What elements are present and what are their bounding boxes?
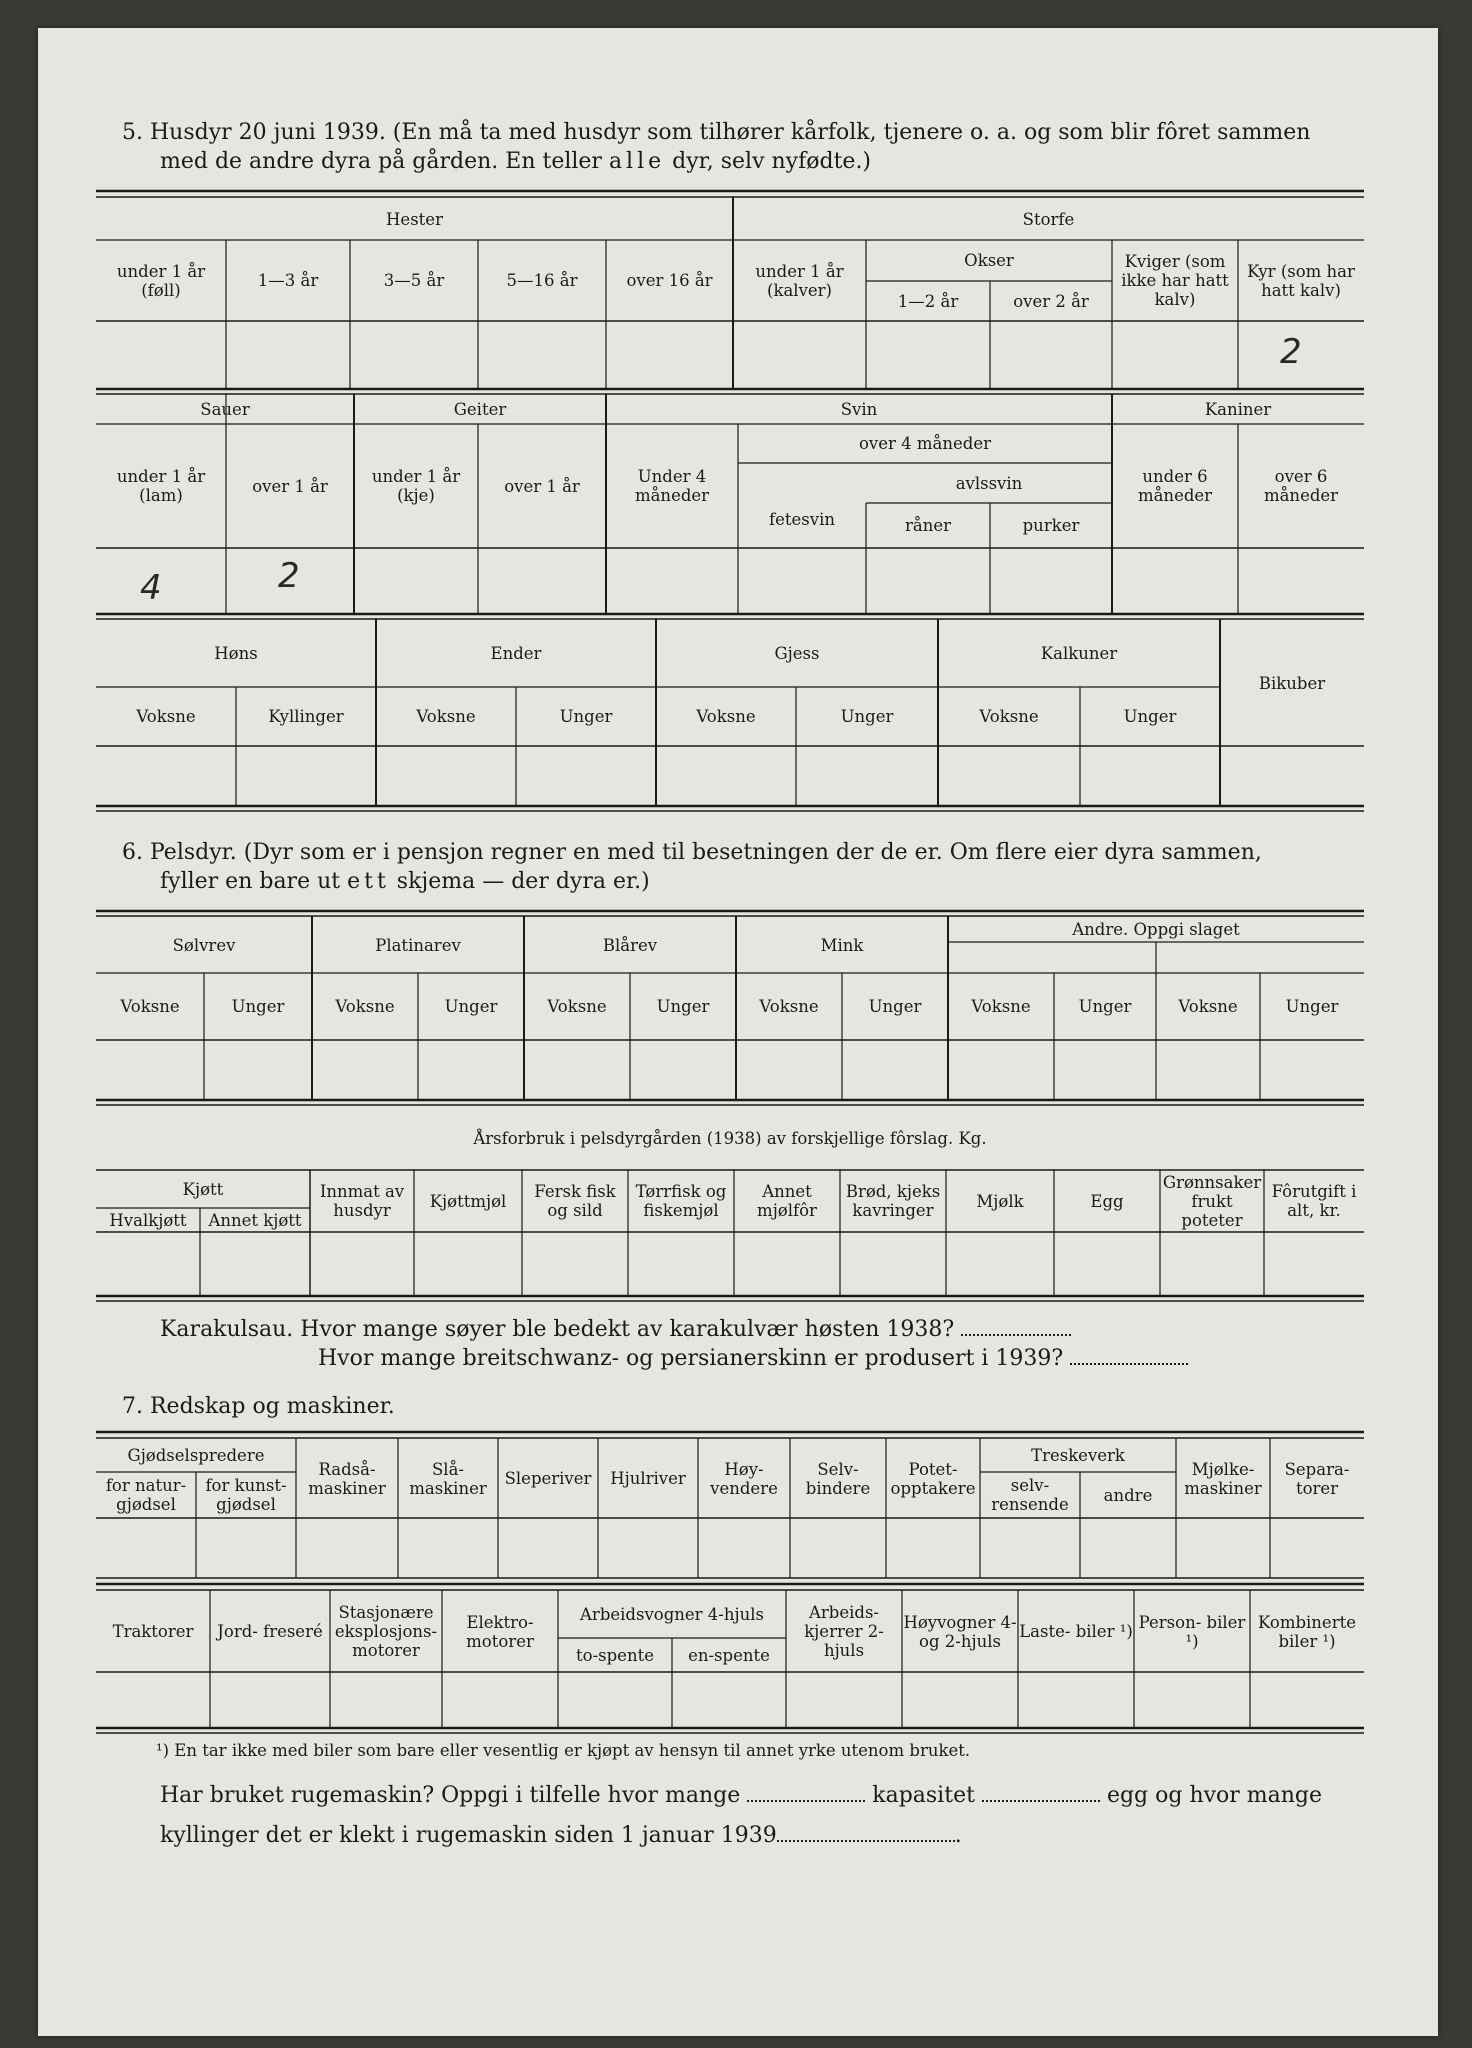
col-stasjonaere-motorer: Stasjonære eksplosjons- motorer <box>334 1603 438 1660</box>
section-6-title-line1: 6. Pelsdyr. (Dyr som er i pensjon regner en med til besetningen der de er. Om flere eier dyra sammen, <box>122 840 1262 865</box>
header-platinarev: Platinarev <box>375 935 461 955</box>
value-kyr[interactable]: 2 <box>1280 332 1302 372</box>
col-geiter-kje: under 1 år (kje) <box>371 467 461 505</box>
col-svin-fetesvin: fetesvin <box>769 510 835 529</box>
col-okser-1-2: 1—2 år <box>897 291 959 311</box>
col-fersk-fisk: Fersk fisk og sild <box>534 1182 616 1220</box>
karakul-q2-field[interactable] <box>1070 1349 1188 1365</box>
header-arbeidsvogner: Arbeidsvogner 4-hjuls <box>580 1605 764 1624</box>
header-ender: Ender <box>490 644 542 663</box>
col-personbiler: Person- biler ¹) <box>1138 1612 1246 1651</box>
header-kaniner: Kaniner <box>1204 400 1272 419</box>
col-separatorer: Separa- torer <box>1284 1459 1350 1498</box>
karakul-q2-line: Hvor mange breitschwanz- og persianerskinn er produsert i 1939? <box>160 1344 1360 1373</box>
karakul-q1-line: Karakulsau. Hvor mange søyer ble bedekt av karakulvær høsten 1938? <box>160 1315 1360 1344</box>
col-svin-purker: purker <box>1022 516 1080 535</box>
col-kaniner-under-6: under 6 måneder <box>1137 467 1213 505</box>
col-kalkuner-voksne: Voksne <box>979 707 1039 726</box>
header-avlssvin: avlssvin <box>955 473 1023 493</box>
header-sauer: Sauer <box>200 400 250 419</box>
col-hester-over-16: over 16 år <box>626 271 713 290</box>
section-6-title-line2: fyller en bare ut ett skjema — der dyra er.) <box>160 869 650 894</box>
header-andre: Andre. Oppgi slaget <box>1072 920 1240 939</box>
col-kviger: Kviger (som ikke har hatt kalv) <box>1121 252 1229 309</box>
col-bikuber: Bikuber <box>1258 673 1326 693</box>
col-andre1-unger: Unger <box>1078 997 1132 1016</box>
col-blarev-unger: Unger <box>656 997 710 1016</box>
header-geiter: Geiter <box>453 400 507 419</box>
col-sleperiver: Sleperiver <box>504 1469 592 1488</box>
header-gjodselspredere: Gjødselspredere <box>127 1446 265 1465</box>
col-annet-mjolfor: Annet mjølfôr <box>757 1182 817 1220</box>
col-andre2-unger: Unger <box>1285 997 1339 1016</box>
col-hons-voksne: Voksne <box>136 707 196 726</box>
header-svin-over-4: over 4 måneder <box>859 434 991 453</box>
section-5-title <box>122 118 1372 176</box>
rugemaskin-block <box>160 1776 1370 1856</box>
header-mink: Mink <box>820 935 864 955</box>
forbruk-title: Årsforbruk i pelsdyrgården (1938) av forskjellige fôrslag. Kg. <box>473 1128 987 1148</box>
col-hester-5-16: 5—16 år <box>506 271 578 290</box>
col-storfe-kalver: under 1 år (kalver) <box>755 261 844 300</box>
col-hvalkjott: Hvalkjøtt <box>109 1210 187 1230</box>
col-hoyvendere: Høy- vendere <box>710 1459 778 1498</box>
col-andre2-voksne: Voksne <box>1178 997 1238 1016</box>
col-hoyvogner: Høyvogner 4- og 2-hjuls <box>903 1612 1017 1651</box>
header-treskeverk: Treskeverk <box>1031 1446 1125 1465</box>
header-hons: Høns <box>214 644 258 663</box>
header-hester: Hester <box>386 209 443 229</box>
value-sauer-lam[interactable]: 4 <box>140 568 162 608</box>
footnote: ¹) En tar ikke med biler som bare eller vesentlig er kjøpt av hensyn til annet yrke utenom bruket. <box>156 1741 971 1760</box>
col-annet-kjott: Annet kjøtt <box>208 1210 302 1230</box>
col-kaniner-over-6: over 6 måneder <box>1263 467 1339 505</box>
header-okser: Okser <box>964 251 1014 270</box>
col-gjess-unger: Unger <box>840 707 894 726</box>
section-5-title-line2: med de andre dyra på gården. En teller alle dyr, selv nyfødte.) <box>160 149 872 174</box>
col-innmat: Innmat av husdyr <box>319 1182 405 1220</box>
col-kjottmjol: Kjøttmjøl <box>429 1191 507 1211</box>
col-blarev-voksne: Voksne <box>547 997 607 1016</box>
col-kyr: Kyr (som har hatt kalv) <box>1247 261 1355 300</box>
col-kunstgjodsel: for kunst- gjødsel <box>205 1476 287 1514</box>
col-enspente: en-spente <box>688 1645 770 1665</box>
col-selvrensende: selv- rensende <box>991 1476 1069 1514</box>
col-mjolk: Mjølk <box>976 1191 1024 1211</box>
col-potetopptakere: Potet- opptakere <box>890 1459 976 1498</box>
col-lastebiler: Laste- biler ¹) <box>1019 1622 1133 1641</box>
col-treskeverk-andre: andre <box>1103 1485 1153 1505</box>
col-naturgjodsel: for natur- gjødsel <box>105 1476 187 1514</box>
col-mink-voksne: Voksne <box>759 997 819 1016</box>
col-radsamaskiner: Radså- maskiner <box>308 1459 386 1498</box>
col-solvrev-unger: Unger <box>231 997 285 1016</box>
header-solvrev: Sølvrev <box>172 935 236 955</box>
section-5-title-line1: 5. Husdyr 20 juni 1939. (En må ta med husdyr som tilhører kårfolk, tjenere o. a. og som blir fôret sammen <box>122 120 1311 145</box>
rugemaskin-line1: Har bruket rugemaskin? Oppgi i tilfelle hvor mange kapasitet egg og hvor mange <box>160 1783 1323 1808</box>
rugemaskin-antall-field[interactable] <box>747 1786 865 1802</box>
col-hons-kyllinger: Kyllinger <box>268 707 344 726</box>
col-gjess-voksne: Voksne <box>696 707 756 726</box>
header-svin: Svin <box>840 400 878 419</box>
col-hjulriver: Hjulriver <box>610 1469 686 1488</box>
section-6-title <box>122 838 1372 896</box>
col-hester-1-3: 1—3 år <box>257 271 319 290</box>
header-storfe: Storfe <box>1022 209 1075 229</box>
header-kalkuner: Kalkuner <box>1040 644 1118 663</box>
col-selvbindere: Selv- bindere <box>805 1459 871 1498</box>
col-arbeidskjerrer: Arbeids- kjerrer 2-hjuls <box>804 1603 884 1660</box>
col-torrfisk: Tørrfisk og fiskemjøl <box>635 1182 727 1220</box>
col-hester-under-1: under 1 år (føll) <box>116 261 206 300</box>
col-kombinerte-biler: Kombinerte biler ¹) <box>1258 1612 1356 1651</box>
col-traktorer: Traktorer <box>112 1622 194 1641</box>
col-okser-over-2: over 2 år <box>1013 291 1089 311</box>
karakul-block <box>160 1315 1360 1373</box>
col-egg: Egg <box>1090 1191 1124 1211</box>
col-svin-under-4: Under 4 måneder <box>634 467 710 505</box>
col-geiter-over-1: over 1 år <box>504 476 580 496</box>
col-forutgift: Fôrutgift i alt, kr. <box>1271 1182 1357 1220</box>
col-andre1-voksne: Voksne <box>971 997 1031 1016</box>
section-7-title: 7. Redskap og maskiner. <box>122 1394 395 1419</box>
value-sauer-over-1[interactable]: 2 <box>278 556 300 596</box>
col-platinarev-unger: Unger <box>444 997 498 1016</box>
col-jordfresere: Jord- freseré <box>217 1622 323 1641</box>
col-ender-voksne: Voksne <box>416 707 476 726</box>
col-ender-unger: Unger <box>559 707 613 726</box>
col-platinarev-voksne: Voksne <box>335 997 395 1016</box>
col-sauer-lam: under 1 år (lam) <box>116 467 206 505</box>
col-svin-raner: råner <box>904 516 951 535</box>
col-hester-3-5: 3—5 år <box>383 271 445 290</box>
col-gronnsaker: Grønnsaker frukt poteter <box>1162 1172 1262 1230</box>
header-blarev: Blårev <box>602 935 658 955</box>
karakul-q1-field[interactable] <box>961 1320 1071 1336</box>
col-brod: Brød, kjeks kavringer <box>845 1182 941 1220</box>
col-sauer-over-1: over 1 år <box>252 476 328 496</box>
header-gjess: Gjess <box>774 644 820 663</box>
col-mink-unger: Unger <box>868 997 922 1016</box>
rugemaskin-line2: kyllinger det er klekt i rugemaskin siden 1 januar 1939 . <box>160 1823 962 1848</box>
col-mjolkemaskiner: Mjølke- maskiner <box>1184 1459 1262 1498</box>
col-kalkuner-unger: Unger <box>1123 707 1177 726</box>
col-tospente: to-spente <box>576 1645 654 1665</box>
rugemaskin-kapasitet-field[interactable] <box>982 1786 1100 1802</box>
col-elektromotorer: Elektro- motorer <box>466 1612 534 1651</box>
header-kjott: Kjøtt <box>182 1179 224 1199</box>
rugemaskin-kyllinger-field[interactable] <box>777 1826 955 1842</box>
col-slamaskiner: Slå- maskiner <box>409 1459 487 1498</box>
col-solvrev-voksne: Voksne <box>120 997 180 1016</box>
